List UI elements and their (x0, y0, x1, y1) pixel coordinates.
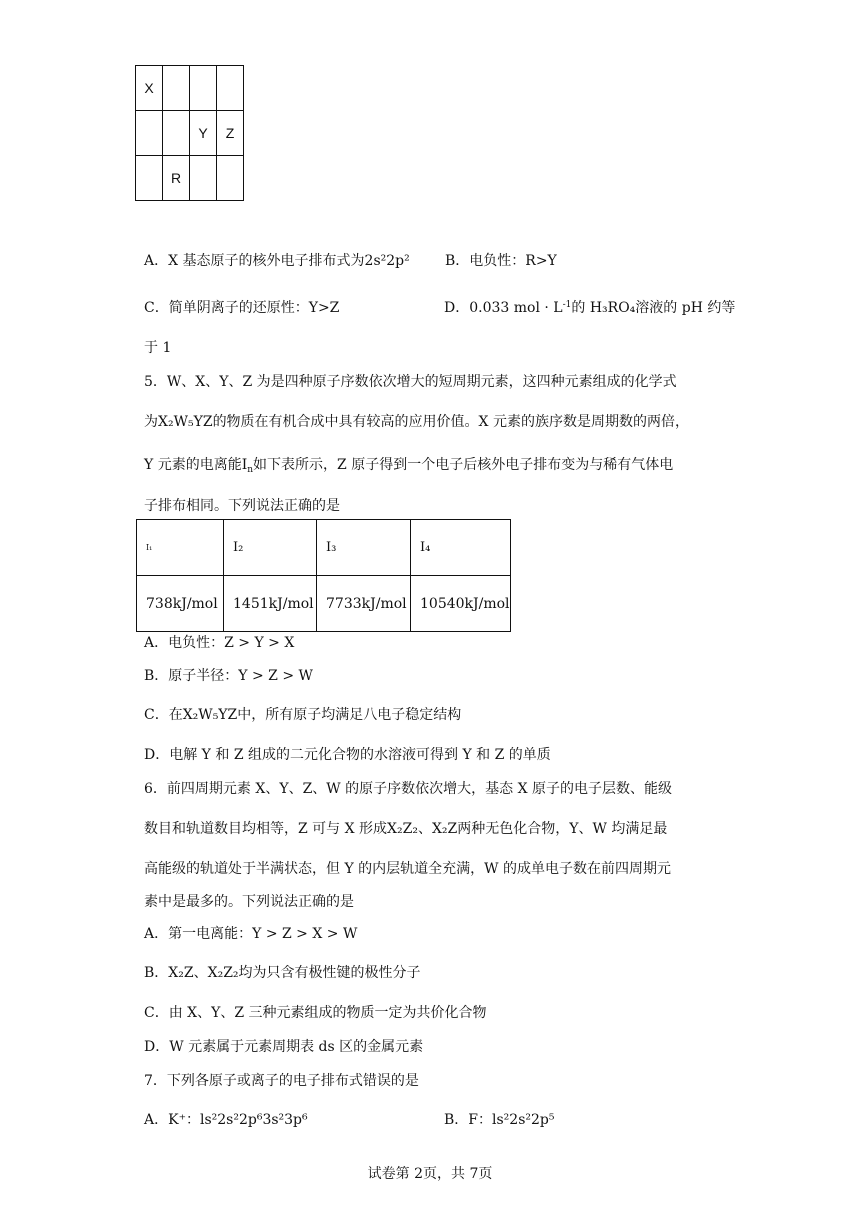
table-cell: X (136, 66, 163, 111)
table-cell (217, 156, 244, 201)
table-row (137, 576, 511, 632)
q5-stem-line-1: 5．W、X、Y、Z 为是四种原子序数依次增大的短周期元素，这四种元素组成的化学式 (144, 374, 677, 390)
option-text: A．第一电离能： (144, 926, 253, 942)
table-cell (136, 111, 163, 156)
table-header-cell: I₁ (137, 520, 224, 576)
q6-stem-line-4: 素中是最多的。下列说法正确的是 (144, 894, 354, 910)
electron-config: ls²2s²2p⁶3s²3p⁶ (199, 1112, 308, 1128)
table-header-cell: I₃ (317, 520, 411, 576)
q4-option-b: B．电负性：R>Y (445, 253, 557, 269)
table-header-cell: I₄ (411, 520, 511, 576)
option-text: B． (144, 965, 169, 981)
q5-option-b (144, 665, 313, 685)
q7-option-a (144, 1109, 308, 1129)
q4-option-d-continued: 于 1 (144, 340, 172, 356)
separator: 、 (417, 821, 432, 837)
comparison-expression: Y > Z > W (238, 668, 313, 684)
table-header-row (137, 520, 511, 576)
chemical-formula: X₂Z (431, 821, 458, 837)
table-cell: R (163, 156, 190, 201)
option-text: 中，所有原子均满足八电子稳定结构 (237, 707, 462, 723)
stem-text: 两种无色化合物，Y、W 均满足最 (457, 821, 668, 837)
q6-stem-line-3: 高能级的轨道处于半满状态，但 Y 的内层轨道全充满，W 的成单电子数在前四周期元 (144, 861, 671, 877)
stem-text: 为 (144, 414, 158, 430)
table-row (136, 156, 244, 201)
q6-option-d: D．W 元素属于元素周期表 ds 区的金属元素 (144, 1039, 424, 1055)
acid-formula: H₃RO₄ (589, 300, 636, 316)
q5-option-c (144, 704, 461, 724)
chemical-formula: X₂Z₂ (207, 965, 239, 981)
electron-config: 2s²2p² (364, 253, 410, 269)
option-text: B．原子半径： (144, 668, 239, 684)
table-cell: 10540kJ/mol (411, 576, 511, 632)
table-cell: Z (217, 111, 244, 156)
q6-stem-line-2 (144, 818, 667, 838)
comparison-expression: Y > Z > X > W (252, 926, 358, 942)
stem-text: 数目和轨道数目均相等，Z 可与 X 形成 (144, 821, 388, 837)
table-row (136, 66, 244, 111)
table-header-cell: I₂ (224, 520, 317, 576)
table-row (136, 111, 244, 156)
ionization-subscript: n (247, 465, 254, 475)
q4-option-d (444, 297, 735, 317)
option-text: B．F： (444, 1112, 493, 1128)
table-cell (190, 66, 217, 111)
table-cell (163, 111, 190, 156)
q4-option-a (144, 250, 410, 270)
stem-text: 的物质在有机合成中具有较高的应用价值。X 元素的族序数是周期数的两倍， (212, 414, 689, 430)
q6-stem-line-1: 6．前四周期元素 X、Y、Z、W 的原子序数依次增大，基态 X 原子的电子层数、能级 (144, 781, 672, 797)
q4-option-c: C．简单阴离子的还原性：Y>Z (144, 300, 340, 316)
q7-option-b (444, 1109, 554, 1129)
option-text: 溶液的 pH 约等 (635, 300, 736, 316)
table-cell (136, 156, 163, 201)
page-footer: 试卷第 2页，共 7页 (367, 1166, 493, 1182)
q5-stem-line-3 (144, 454, 673, 474)
table-cell: Y (190, 111, 217, 156)
table-cell (217, 66, 244, 111)
table-cell: 7733kJ/mol (317, 576, 411, 632)
chemical-formula: X₂Z₂ (387, 821, 418, 837)
concentration: D．0.033 mol · L (444, 300, 563, 316)
table-cell: 738kJ/mol (137, 576, 224, 632)
option-text: C．在 (144, 707, 183, 723)
unit-exponent: -1 (562, 300, 572, 310)
q6-option-b (144, 962, 421, 982)
comparison-expression: Z > Y > X (224, 635, 295, 651)
separator: 、 (193, 965, 208, 981)
option-text: A． (144, 1112, 169, 1128)
ion-symbol: K⁺ (168, 1112, 186, 1128)
option-text: 的 (571, 300, 586, 316)
element-position-table (135, 65, 244, 201)
q5-option-d: D．电解 Y 和 Z 组成的二元化合物的水溶液可得到 Y 和 Z 的单质 (144, 747, 551, 763)
stem-text: Y 元素的电离能 (144, 457, 242, 473)
option-text: A．电负性： (144, 635, 225, 651)
chemical-formula: X₂Z (168, 965, 194, 981)
ionization-symbol: I (241, 457, 248, 473)
option-text: A．X 基态原子的核外电子排布式为 (144, 253, 365, 269)
stem-text: 如下表所示，Z 原子得到一个电子后核外电子排布变为与稀有气体电 (253, 457, 674, 473)
table-cell (190, 156, 217, 201)
q5-option-a (144, 632, 294, 652)
ionization-energy-table (136, 519, 511, 632)
chemical-formula: X₂W₅YZ (158, 414, 213, 430)
q5-stem-line-2 (144, 411, 689, 431)
option-text: 均为只含有极性键的极性分子 (238, 965, 421, 981)
table-cell (163, 66, 190, 111)
colon: ： (185, 1112, 200, 1128)
chemical-formula: X₂W₅YZ (182, 707, 238, 723)
electron-config: ls²2s²2p⁵ (492, 1112, 555, 1128)
q5-stem-line-4: 子排布相同。下列说法正确的是 (144, 498, 340, 514)
q7-stem: 7．下列各原子或离子的电子排布式错误的是 (144, 1073, 419, 1089)
q6-option-a (144, 923, 357, 943)
table-cell: 1451kJ/mol (224, 576, 317, 632)
q6-option-c: C．由 X、Y、Z 三种元素组成的物质一定为共价化合物 (144, 1005, 487, 1021)
